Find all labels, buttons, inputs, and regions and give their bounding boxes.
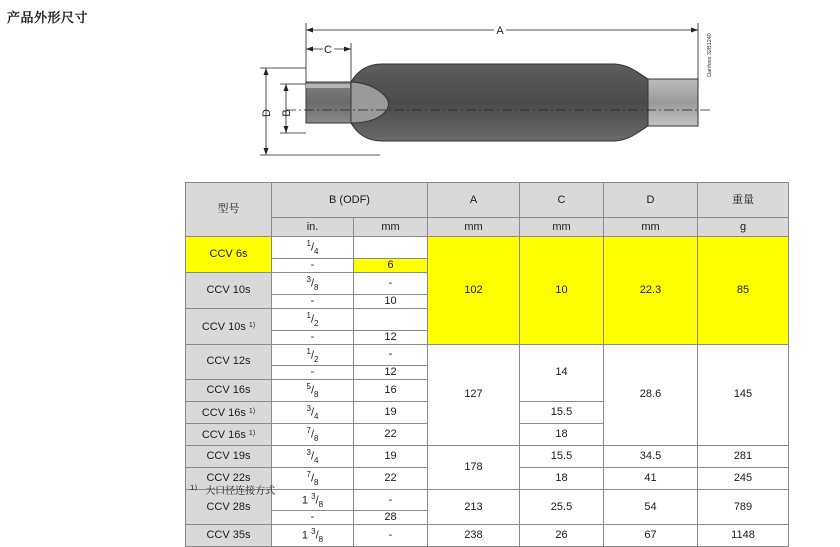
table-row	[186, 525, 789, 547]
dim-c-value: 25.5	[520, 489, 604, 525]
dim-a-value: 127	[428, 344, 520, 445]
model-cell: CCV 28s	[186, 489, 272, 525]
odf-mm: 6	[354, 258, 428, 272]
drawing-side-note: Danfoss 32B1240	[707, 33, 713, 77]
dim-a-value: 102	[428, 237, 520, 345]
odf-mm: 12	[354, 330, 428, 344]
model-cell: CCV 16s $^{1)}$	[186, 402, 272, 424]
odf-mm: 16	[354, 380, 428, 402]
model-cell: CCV 6s	[186, 237, 272, 273]
table-header-row	[186, 183, 789, 218]
dim-d-value: 67	[604, 525, 698, 547]
model-cell: CCV 19s	[186, 445, 272, 467]
odf-mm: -	[354, 272, 428, 294]
specification-table	[185, 182, 789, 547]
odf-in: -	[272, 330, 354, 344]
dim-a-value: 238	[428, 525, 520, 547]
footnote-marker: 1)	[248, 408, 256, 416]
odf-in: $^3/_4$	[272, 445, 354, 467]
dim-c-value: 10	[520, 237, 604, 345]
valve-body	[351, 64, 648, 141]
left-socket	[306, 82, 351, 123]
model-cell: CCV 10s $^{1)}$	[186, 308, 272, 344]
footnote-marker: 1)	[248, 429, 256, 437]
odf-in: $^7/_8$	[272, 467, 354, 489]
footnote	[190, 482, 275, 497]
socket-lining	[306, 84, 350, 88]
odf-in: -	[272, 511, 354, 525]
odf-mm: -	[354, 489, 428, 511]
unit-in: in.	[272, 218, 354, 237]
odf-mm	[354, 237, 428, 259]
model-cell: CCV 16s	[186, 380, 272, 402]
header-a: A	[428, 183, 520, 218]
table-row	[186, 489, 789, 511]
header-d: D	[604, 183, 698, 218]
unit-d: mm	[604, 218, 698, 237]
odf-in: 1 $^3/_8$	[272, 525, 354, 547]
odf-mm: 19	[354, 402, 428, 424]
table-row	[186, 445, 789, 467]
odf-in: $^7/_8$	[272, 424, 354, 446]
page-title: 产品外形尺寸	[7, 11, 89, 26]
dim-d-value: 34.5	[604, 445, 698, 467]
weight-value: 145	[698, 344, 789, 445]
odf-mm: 22	[354, 424, 428, 446]
dim-a-value: 178	[428, 445, 520, 489]
footnote-marker: 1)	[248, 321, 256, 329]
unit-a: mm	[428, 218, 520, 237]
odf-in: $^1/_4$	[272, 237, 354, 259]
dim-c-value: 18	[520, 467, 604, 489]
model-cell: CCV 35s	[186, 525, 272, 547]
odf-mm: 19	[354, 445, 428, 467]
header-odf: B (ODF)	[272, 183, 428, 218]
weight-value: 245	[698, 467, 789, 489]
unit-mm: mm	[354, 218, 428, 237]
right-tube	[648, 79, 698, 126]
model-cell: CCV 10s	[186, 272, 272, 308]
footnote-text: 大口径连接方式	[205, 486, 276, 497]
odf-in: $^1/_2$	[272, 344, 354, 366]
odf-mm	[354, 308, 428, 330]
dim-d-value: 41	[604, 467, 698, 489]
model-cell: CCV 12s	[186, 344, 272, 380]
dim-c-value: 15.5	[520, 402, 604, 424]
odf-in: $^3/_4$	[272, 402, 354, 424]
table-units-row	[186, 218, 789, 237]
dim-d-label: D	[261, 109, 273, 117]
dim-d-value: 22.3	[604, 237, 698, 345]
unit-weight: g	[698, 218, 789, 237]
dim-c-value: 18	[520, 424, 604, 446]
table-row	[186, 344, 789, 366]
unit-c: mm	[520, 218, 604, 237]
dim-b-label: B	[281, 109, 293, 117]
weight-value: 789	[698, 489, 789, 525]
header-weight: 重量	[698, 183, 789, 218]
header-model: 型号	[186, 183, 272, 237]
odf-mm: 22	[354, 467, 428, 489]
dim-c-value: 14	[520, 344, 604, 402]
odf-in: 1 $^3/_8$	[272, 489, 354, 511]
dim-d-value: 54	[604, 489, 698, 525]
weight-value: 1148	[698, 525, 789, 547]
odf-mm: 28	[354, 511, 428, 525]
dim-a-label: A	[496, 25, 504, 37]
odf-in: $^1/_2$	[272, 308, 354, 330]
weight-value: 281	[698, 445, 789, 467]
dim-c-label: C	[324, 44, 332, 56]
odf-mm: -	[354, 525, 428, 547]
footnote-marker: 1)	[190, 484, 198, 492]
dim-d-value: 28.6	[604, 344, 698, 445]
dim-a-value: 213	[428, 489, 520, 525]
odf-mm: 12	[354, 366, 428, 380]
table-row	[186, 237, 789, 259]
odf-in: $^3/_8$	[272, 272, 354, 294]
odf-mm: 10	[354, 294, 428, 308]
weight-value: 85	[698, 237, 789, 345]
odf-mm: -	[354, 344, 428, 366]
model-cell: CCV 16s $^{1)}$	[186, 424, 272, 446]
odf-in: -	[272, 366, 354, 380]
odf-in: -	[272, 294, 354, 308]
odf-in: $^5/_8$	[272, 380, 354, 402]
header-c: C	[520, 183, 604, 218]
dim-c-value: 26	[520, 525, 604, 547]
model-cell: CCV 22s	[186, 467, 272, 489]
dim-c-value: 15.5	[520, 445, 604, 467]
odf-in: -	[272, 258, 354, 272]
valve-dimension-drawing	[250, 15, 730, 165]
